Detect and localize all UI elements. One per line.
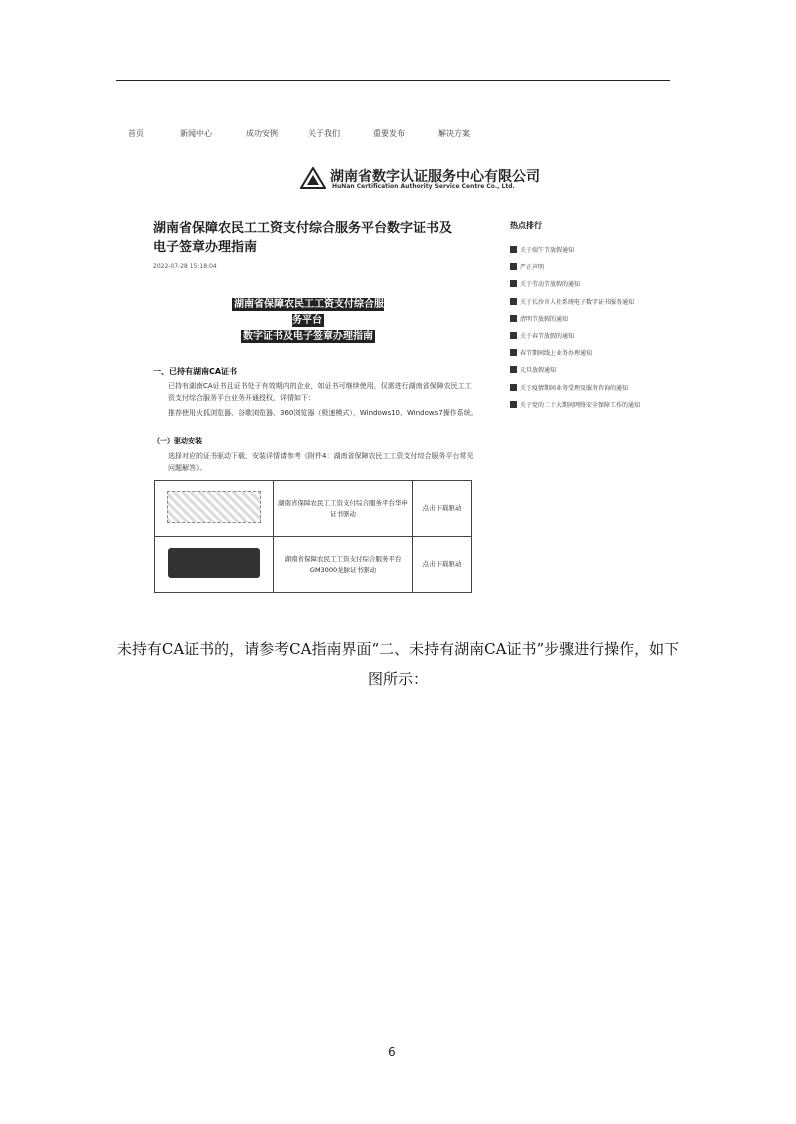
company-logo-icon <box>300 167 326 189</box>
page-number: 6 <box>388 1045 396 1059</box>
list-item[interactable]: 关于疫情期间业务受理及服务咨询的通知 <box>510 379 640 396</box>
usbkey-image-cell <box>155 537 274 593</box>
list-item[interactable]: 关于端午节放假通知 <box>510 241 640 258</box>
usbkey-image <box>168 548 260 578</box>
bullet-icon <box>510 263 517 270</box>
paragraph-1: 已持有湖南CA证书且证书处于有效期内的企业，如证书可继续使用，仅需进行湖南省保障农民工工资支付综合服务平台业务开通授权，详情如下： <box>168 382 472 402</box>
subsection-heading: （一）驱动安装 <box>153 437 202 445</box>
driver-table <box>154 480 472 593</box>
bullet-icon <box>510 280 517 287</box>
list-item[interactable]: 严正声明 <box>510 258 640 275</box>
nav-item-news[interactable]: 新闻中心 <box>180 129 212 138</box>
list-item[interactable]: 关于春节放假的通知 <box>510 327 640 344</box>
section-heading: 一、已持有湖南CA证书 <box>153 367 238 376</box>
body-paragraph: 未持有CA证书的，请参考CA指南界面“二、未持有湖南CA证书”步骤进行操作，如下图所示： <box>116 640 680 688</box>
driver-name: 湖南省保障农民工工资支付综合服务平台华申证书驱动 <box>274 481 413 537</box>
bullet-icon <box>510 332 517 339</box>
list-item[interactable]: 清明节放假的通知 <box>510 310 640 327</box>
list-item[interactable]: 关于党的二十大期间网络安全保障工作的通知 <box>510 396 640 413</box>
banner-line-1: 湖南省保障农民工工资支付综合服务平台 <box>234 299 384 326</box>
table-row <box>155 481 472 537</box>
article-title: 湖南省保障农民工工资支付综合服务平台数字证书及电子签章办理指南 <box>153 221 453 255</box>
bullet-icon <box>510 384 517 391</box>
bullet-icon <box>510 349 517 356</box>
header-rule <box>116 80 670 81</box>
org-name-en: HuNan Certification Authority Service Centre Co., Ltd. <box>332 183 515 190</box>
table-row <box>155 537 472 593</box>
hot-list <box>510 241 640 413</box>
cert-image-cell <box>155 481 274 537</box>
bullet-icon <box>510 366 517 373</box>
download-link[interactable]: 点击下载驱动 <box>413 481 472 537</box>
nav-item-cases[interactable]: 成功安例 <box>246 129 278 138</box>
list-item[interactable]: 关于长沙市人社系统电子数字证书服务通知 <box>510 293 640 310</box>
bullet-icon <box>510 246 517 253</box>
list-item[interactable]: 春节期间线上业务办理通知 <box>510 344 640 361</box>
paragraph-3: 选择对应的证书驱动下载，安装详情请参考《附件4：湖南省保障农民工工资支付综合服务平台常见问题解答》。 <box>168 452 474 472</box>
org-name-cn: 湖南省数字认证服务中心有限公司 <box>330 169 540 185</box>
cert-image <box>167 491 261 523</box>
bullet-icon <box>510 298 517 305</box>
download-link[interactable]: 点击下载驱动 <box>413 537 472 593</box>
bullet-icon <box>510 401 517 408</box>
list-item[interactable]: 元旦放假通知 <box>510 361 640 378</box>
nav-item-solutions[interactable]: 解决方案 <box>438 129 470 138</box>
list-item[interactable]: 关于劳动节放假的通知 <box>510 275 640 292</box>
nav-item-home[interactable]: 首页 <box>128 129 144 138</box>
paragraph-2: 推荐使用火狐浏览器、谷歌浏览器、360浏览器（极速模式），Windows10、Windows7操作系统。 <box>168 409 478 417</box>
nav-item-releases[interactable]: 重要发布 <box>373 129 405 138</box>
article-banner <box>228 297 388 345</box>
banner-line-2: 数字证书及电子签章办理指南 <box>243 331 373 342</box>
driver-name: 湖南省保障农民工工资支付综合服务平台GM3000龙脉证书驱动 <box>274 537 413 593</box>
article-date: 2022-07-28 15:18:04 <box>153 263 217 270</box>
nav-item-about[interactable]: 关于我们 <box>308 129 340 138</box>
bullet-icon <box>510 315 517 322</box>
hot-list-title: 热点排行 <box>510 221 542 230</box>
